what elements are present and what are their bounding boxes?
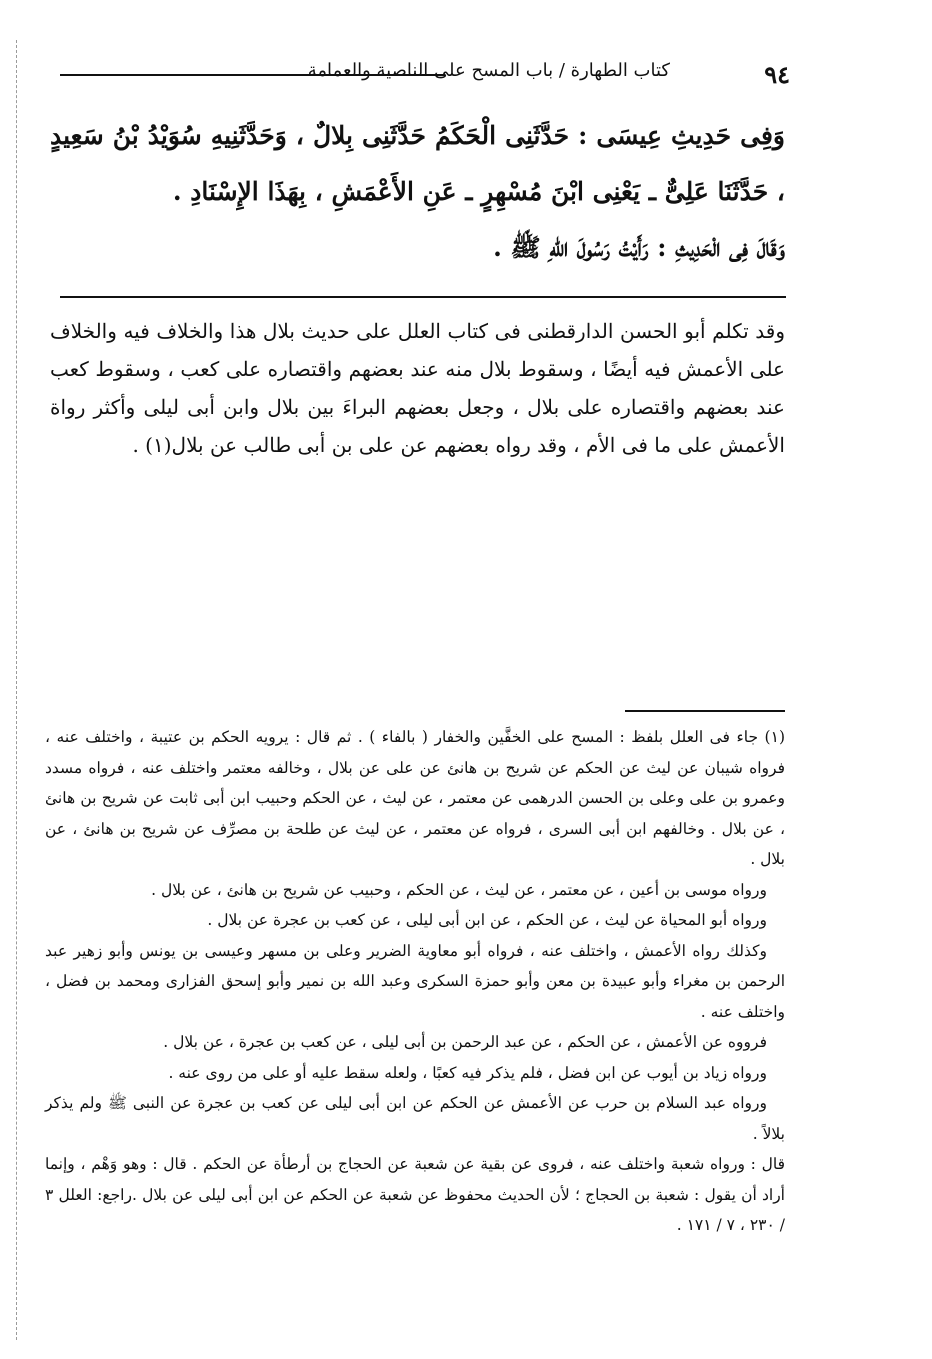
footnotes — [45, 722, 785, 1241]
footnote-paragraph: (١) جاء فى العلل بلفظ : المسح على الخفَّين والخفار ( بالفاء ) . ثم قال : يرويه الحكم بن عتيبة ، واختلف عنه ، فرواه شيبان عن ليث عن الحكم عن شريح بن هانئ عن على عن بلال ، وخالفه معتمر واختلف عنه ، فرواه مسدد وعمرو بن على وعلى بن الحسن الدرهمى عن معتمر ، عن ليث ، عن الحكم وحبيب ابن أبى ثابت عن شريح بن هانئ ، عن بلال . وخالفهم ابن أبى السرى ، فرواه عن معتمر ، عن ليث عن طلحة بن مصرِّف عن شريح بن هانئ ، عن بلال . — [45, 728, 785, 868]
scan-edge-line — [16, 40, 17, 1340]
footnote-paragraph: ورواه عبد السلام بن حرب عن الأعمش عن الحكم عن ابن أبى ليلى عن كعب بن عجرة عن النبى ﷺ ولم يذكر بلالاً . — [45, 1094, 785, 1143]
footnote-paragraph: وكذلك رواه الأعمش ، واختلف عنه ، فرواه أبو معاوية الضرير وعلى بن مسهر وعيسى بن يونس وأبو زهير عبد الرحمن بن مغراء وأبو عبيدة بن معن وأبو حمزة السكرى وعبد الله بن نمير وأبو إسحق الفزارى ومحمد بن فضل ، واختلف عنه . — [45, 941, 785, 1021]
hadith-text — [50, 108, 785, 276]
header-rule — [60, 74, 445, 76]
hadith-paragraph: وَفِى حَدِيثِ عِيسَى : حَدَّثَنِى الْحَكَمُ حَدَّثَنِى بِلالٌ ، وَحَدَّثَنِيهِ سُوَيْدُ بْنُ سَعِيدٍ ، حَدَّثَنَا عَلِىٌّ ـ يَعْنِى ابْنَ مُسْهِرٍ ـ عَنِ الأَعْمَشِ ، بِهَذَا الإِسْنَادِ . — [50, 121, 785, 206]
running-title: كتاب الطهارة / باب المسح على الناصية والعمامة — [307, 60, 670, 81]
commentary-text — [50, 312, 785, 464]
footnote-paragraph: قال : ورواه شعبة واختلف عنه ، فروى عن بقية عن شعبة عن الحجاج بن أرطأة عن الحكم . قال : وهو وَهْم ، وإنما أراد أن يقول : شعبة بن الحجاج ؛ لأن الحديث محفوظ عن شعبة عن الحكم عن ابن أبى ليلى عن بلال .راجع: العلل ٣ / ٢٣٠ ، ٧ / ١٧١ . — [45, 1155, 785, 1234]
footnote-paragraph: فرووه عن الأعمش ، عن الحكم ، عن عبد الرحمن بن أبى ليلى ، عن كعب بن عجرة ، عن بلال . — [163, 1033, 767, 1051]
page-number: ٩٤ — [764, 60, 790, 89]
commentary-paragraph: وقد تكلم أبو الحسن الدارقطنى فى كتاب العلل على حديث بلال هذا والخلاف فيه والخلاف على الأعمش فيه أيضًا ، وسقوط بلال منه عند بعضهم واقتصاره على كعب ، وسقوط كعب عند بعضهم واقتصاره على بلال ، وجعل بعضهم البراءَ بين بلال وابن أبى ليلى وأكثر رواة الأعمش على ما فى الأم ، وقد رواه بعضهم عن على بن أبى طالب عن بلال(١) . — [50, 319, 785, 457]
footnote-divider — [625, 710, 785, 712]
footnote-paragraph: ورواه أبو المحياة عن ليث ، عن الحكم ، عن ابن أبى ليلى ، عن كعب بن عجرة عن بلال . — [207, 911, 767, 929]
section-divider — [60, 296, 786, 298]
footnote-paragraph: ورواه موسى بن أعين ، عن معتمر ، عن ليث ، عن الحكم ، وحبيب عن شريح بن هانئ ، عن بلال . — [151, 880, 767, 899]
hadith-paragraph: وَقَالَ فِى الْحَدِيثِ : رَأَيْتُ رَسُولَ اللهِ ﷺ . — [493, 233, 785, 262]
footnote-paragraph: ورواه زياد بن أيوب عن ابن فضل ، فلم يذكر فيه كعبًا ، ولعله سقط عليه أو على من روى عنه . — [168, 1063, 767, 1082]
